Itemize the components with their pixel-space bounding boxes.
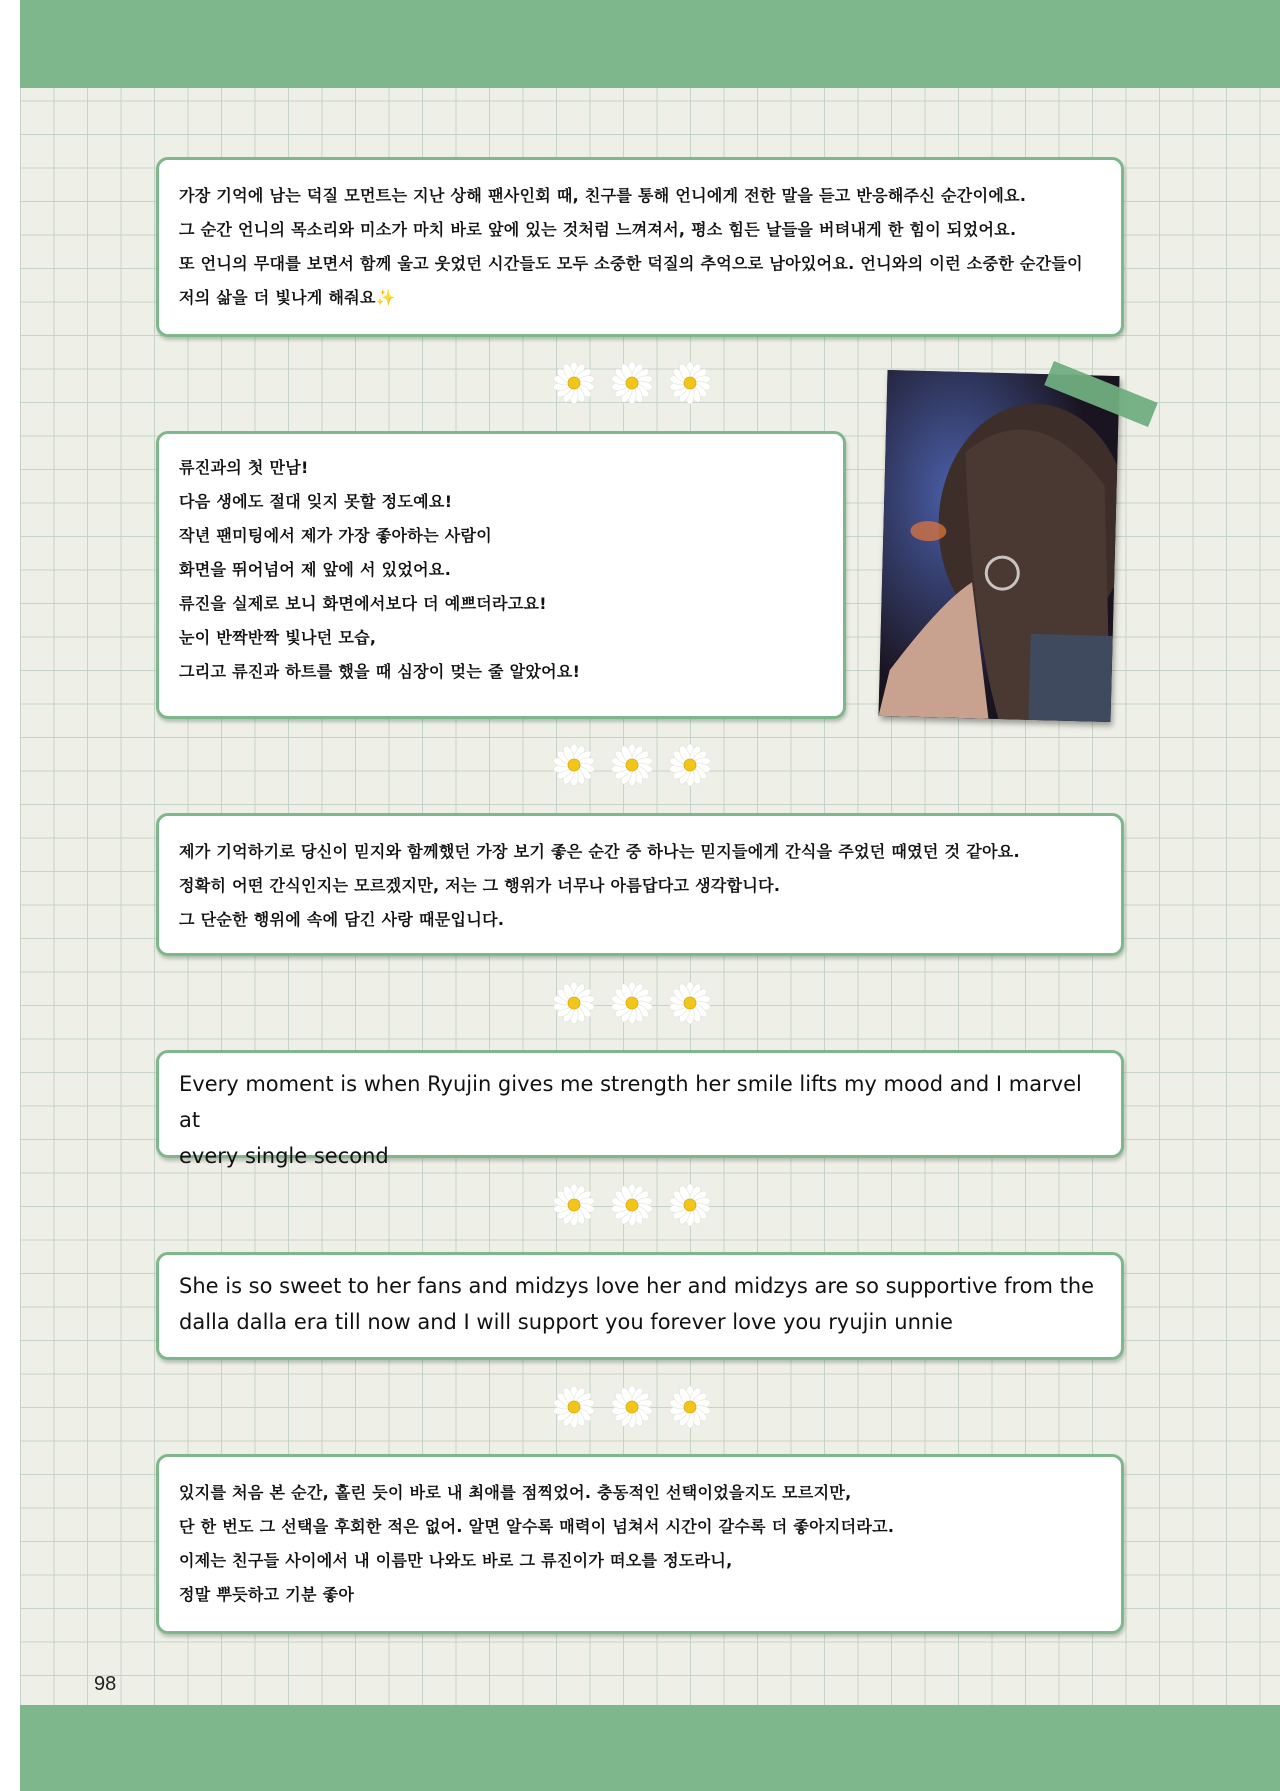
daisy-icon: [610, 1385, 654, 1429]
fan-photo: [879, 370, 1120, 722]
message-card-3: [156, 813, 1124, 956]
daisy-icon: [552, 1183, 596, 1227]
daisy-icon: [552, 981, 596, 1025]
message-line: every single second: [179, 1144, 389, 1168]
daisy-icon: [610, 1183, 654, 1227]
message-line: Every moment is when Ryujin gives me strength her smile lifts my mood and I marvel at: [179, 1072, 1082, 1132]
message-line: 정말 뿌듯하고 기분 좋아: [179, 1585, 355, 1604]
message-line: dalla dalla era till now and I will support you forever love you ryujin unnie: [179, 1310, 953, 1334]
message-card-6: [156, 1454, 1124, 1634]
message-line: 그리고 류진과 하트를 했을 때 심장이 멎는 줄 알았어요!: [179, 662, 581, 681]
message-card-2: [156, 431, 846, 719]
message-line: 화면을 뛰어넘어 제 앞에 서 있었어요.: [179, 560, 452, 579]
header-band: [20, 0, 1280, 88]
daisy-icon: [668, 1385, 712, 1429]
daisy-icon: [610, 981, 654, 1025]
daisy-divider: [552, 1385, 712, 1429]
message-line-text: 저의 삶을 더 빛나게 해줘요: [179, 288, 376, 307]
message-line: 그 순간 언니의 목소리와 미소가 마치 바로 앞에 있는 것처럼 느껴져서, 평소 힘든 날들을 버텨내게 한 힘이 되었어요.: [179, 220, 1017, 239]
daisy-icon: [610, 361, 654, 405]
daisy-divider: [552, 743, 712, 787]
message-line: 제가 기억하기로 당신이 믿지와 함께했던 가장 보기 좋은 순간 중 하나는 믿지들에게 간식을 주었던 때였던 것 같아요.: [179, 842, 1020, 861]
message-line: 류진과의 첫 만남!: [179, 458, 309, 477]
daisy-icon: [668, 1183, 712, 1227]
message-line: 있지를 처음 본 순간, 홀린 듯이 바로 내 최애를 점찍었어. 충동적인 선택이었을지도 모르지만,: [179, 1483, 852, 1502]
daisy-icon: [552, 361, 596, 405]
daisy-divider: [552, 981, 712, 1025]
daisy-icon: [668, 743, 712, 787]
daisy-icon: [668, 361, 712, 405]
photo-illustration: [879, 370, 1120, 722]
message-line-last: [179, 281, 1101, 315]
message-line: 가장 기억에 남는 덕질 모먼트는 지난 상해 팬사인회 때, 친구를 통해 언니에게 전한 말을 듣고 반응해주신 순간이에요.: [179, 186, 1027, 205]
daisy-divider: [552, 361, 712, 405]
message-line: She is so sweet to her fans and midzys love her and midzys are so supportive from the: [179, 1274, 1095, 1298]
message-line: 류진을 실제로 보니 화면에서보다 더 예쁘더라고요!: [179, 594, 547, 613]
message-card-1: [156, 157, 1124, 337]
daisy-icon: [552, 743, 596, 787]
message-card-5: [156, 1252, 1124, 1360]
message-card-4: [156, 1050, 1124, 1168]
footer-band: [20, 1705, 1280, 1791]
page-number: 98: [94, 1673, 117, 1695]
message-line: 눈이 반짝반짝 빛나던 모습,: [179, 628, 377, 647]
daisy-divider: [552, 1183, 712, 1227]
message-line: 정확히 어떤 간식인지는 모르겠지만, 저는 그 행위가 너무나 아름답다고 생각합니다.: [179, 876, 781, 895]
page-left-margin: [0, 0, 20, 1791]
sparkle-icon: ✨: [375, 288, 397, 307]
message-line: 그 단순한 행위에 속에 담긴 사랑 때문입니다.: [179, 910, 505, 929]
message-line: 작년 팬미팅에서 제가 가장 좋아하는 사람이: [179, 526, 492, 545]
message-line: 다음 생에도 절대 잊지 못할 정도예요!: [179, 492, 453, 511]
message-line: 이제는 친구들 사이에서 내 이름만 나와도 바로 그 류진이가 떠오를 정도라니,: [179, 1551, 733, 1570]
message-line: 또 언니의 무대를 보면서 함께 울고 웃었던 시간들도 모두 소중한 덕질의 추억으로 남아있어요. 언니와의 이런 소중한 순간들이: [179, 254, 1083, 273]
daisy-icon: [552, 1385, 596, 1429]
daisy-icon: [668, 981, 712, 1025]
daisy-icon: [610, 743, 654, 787]
message-line: 단 한 번도 그 선택을 후회한 적은 없어. 알면 알수록 매력이 넘쳐서 시간이 갈수록 더 좋아지더라고.: [179, 1517, 895, 1536]
